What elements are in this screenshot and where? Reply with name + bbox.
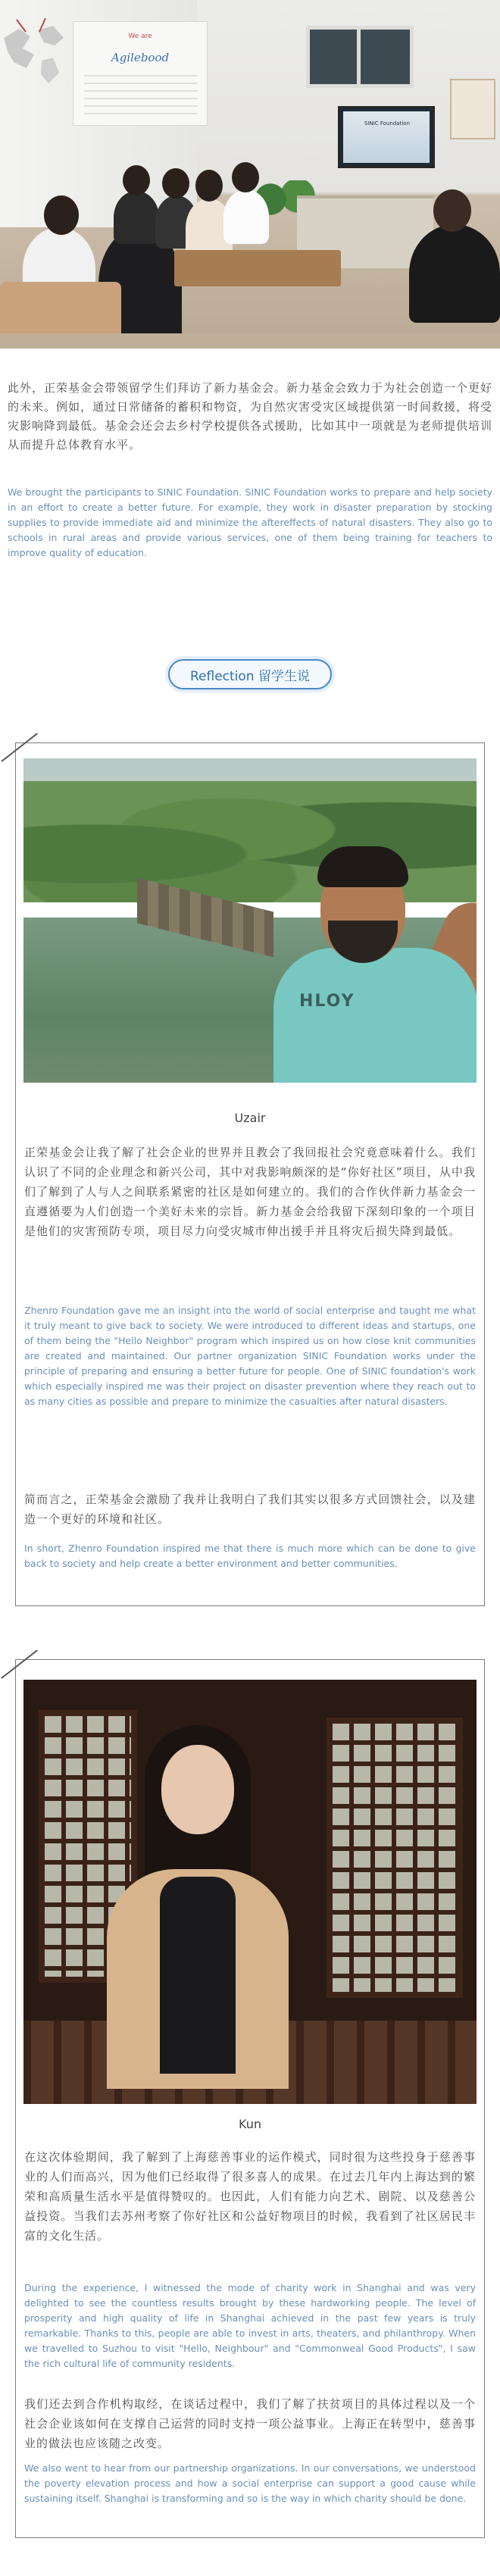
kun-en-1: During the experience, I witnessed the mode of charity work in Shanghai and was very delighted to see the countless results brought by these hardworking people. The level of prosperity and high quality of life in Shanghai achieved in the past few years is truly remarkable. Thanks to this, people are able to invest in arts, theaters, and philanthropy. When we travelled to Suzhou to visit "Hello, Neighbour" and "Commonweal Good Products", I saw the rich cultural life of community residents.: [24, 2282, 476, 2369]
wall-poster: [450, 79, 495, 139]
kun-en-2: We also went to hear from our partnership organizations. In our conversations, we understood the poverty elevation process and how a social enterprise can support a good cause while sustaining itself. Shanghai is transforming and so is the way in which charity should be done.: [24, 2462, 476, 2504]
person-6: [223, 189, 269, 244]
tv-text: SINIC Foundation: [364, 120, 410, 127]
uzair-en-2: In short, Zhenro Foundation inspired me that there is much more which can be done to give back to society and help create a better environment and better communities.: [24, 1543, 476, 1569]
board-subtitle: We are: [128, 33, 152, 40]
person-host: [409, 224, 500, 323]
meeting-photo: [0, 0, 500, 349]
intro-en: We brought the participants to SINIC Foundation. SINIC Foundation works to prepare and help society in an effort to create a better future. For example, they work in disaster preparation by stocking supplies to provide immediate aid and minimize the aftereffects of natural disasters. They also go to schools in rural areas and provide various services, one of them being training for teachers to improve quality of education.: [8, 486, 492, 558]
uzair-en-1: Zhenro Foundation gave me an insight into the world of social enterprise and taught me what it truly meant to give back to society. We were introduced to different ideas and startups, one of them being the "Hello Neighbor" program which inspired us on how close knit communities are created and maintained. Our partner organization SINIC Foundation works under the principle of preparing and ensuring a better future for people. One of SINIC foundation's work which especially inspired me was their project on disaster prevention where they reach out to as many cities as possible and prepare to minimize the casualties after natural disasters.: [24, 1305, 476, 1407]
window: [306, 26, 414, 88]
kun-name: Kun: [239, 2117, 261, 2131]
coffee-table: [174, 250, 341, 286]
board-title: Agilebood: [111, 51, 170, 64]
uzair-zh-2: 简而言之，正荣基金会激励了我并让我明白了我们其实以很多方式回馈社会，以及建造一个更好的环境和社区。: [24, 1493, 476, 1526]
person-3: [114, 191, 159, 244]
kun-zh-2: 我们还去到合作机构取经，在谈话过程中，我们了解了扶贫项目的具体过程以及一个社会企业该如何在支撑自己运营的同时支持一项公益事业。上海正在转型中，慈善事业的做法也应该随之改变。: [24, 2397, 476, 2450]
uzair-zh-1: 正荣基金会让我了解了社会企业的世界并且教会了我回报社会究竟意味着什么。我们认识了不同的企业理念和新兴公司，其中对我影响颇深的是“你好社区”项目，从中我们了解到了人与人之间联系紧密的社区是如何建立的。我们的合作伙伴新力基金会一直遵循要为人们创造一个美好未来的宗旨。新力基金会给我留下深刻印象的一个项目是他们的灾害预防专项，项目尽力向受灾城市伸出援手并且将灾后损失降到最低。: [24, 1146, 476, 1238]
tv-screen: [338, 106, 435, 168]
intro-zh: 此外，正荣基金会带领留学生们拜访了新力基金会。新力基金会致力于为社会创造一个更好的未来。例如，通过日常储备的蓄积和物资，为自然灾害受灾区域提供第一时间救援，将受灾影响降到最低。基金会还会去乡村学校提供各式援助，比如其中一项就是为老师提供培训从而提升总体教育水平。: [8, 381, 493, 452]
kun-zh-1: 在这次体验期间，我了解到了上海慈善事业的运作模式，同时很为这些投身于慈善事业的人们而高兴，因为他们已经取得了很多喜人的成果。在过去几年内上海达到的繁荣和高质量生活水平是值得赞叹的。也因此，人们有能力向艺术、剧院、以及慈善公益投资。当我们去苏州考察了你好社区和公益好物项目的时候，我看到了社区居民丰富的文化生活。: [24, 2150, 476, 2243]
world-map-decoration: [0, 15, 68, 98]
shirt-print: HLOY: [299, 992, 355, 1011]
reflection-badge: Reflection 留学生说: [168, 659, 332, 689]
kun-photo: [23, 1680, 477, 2104]
uzair-name: Uzair: [234, 1111, 266, 1125]
uzair-photo: [23, 758, 477, 1083]
wall-board: [73, 21, 208, 126]
